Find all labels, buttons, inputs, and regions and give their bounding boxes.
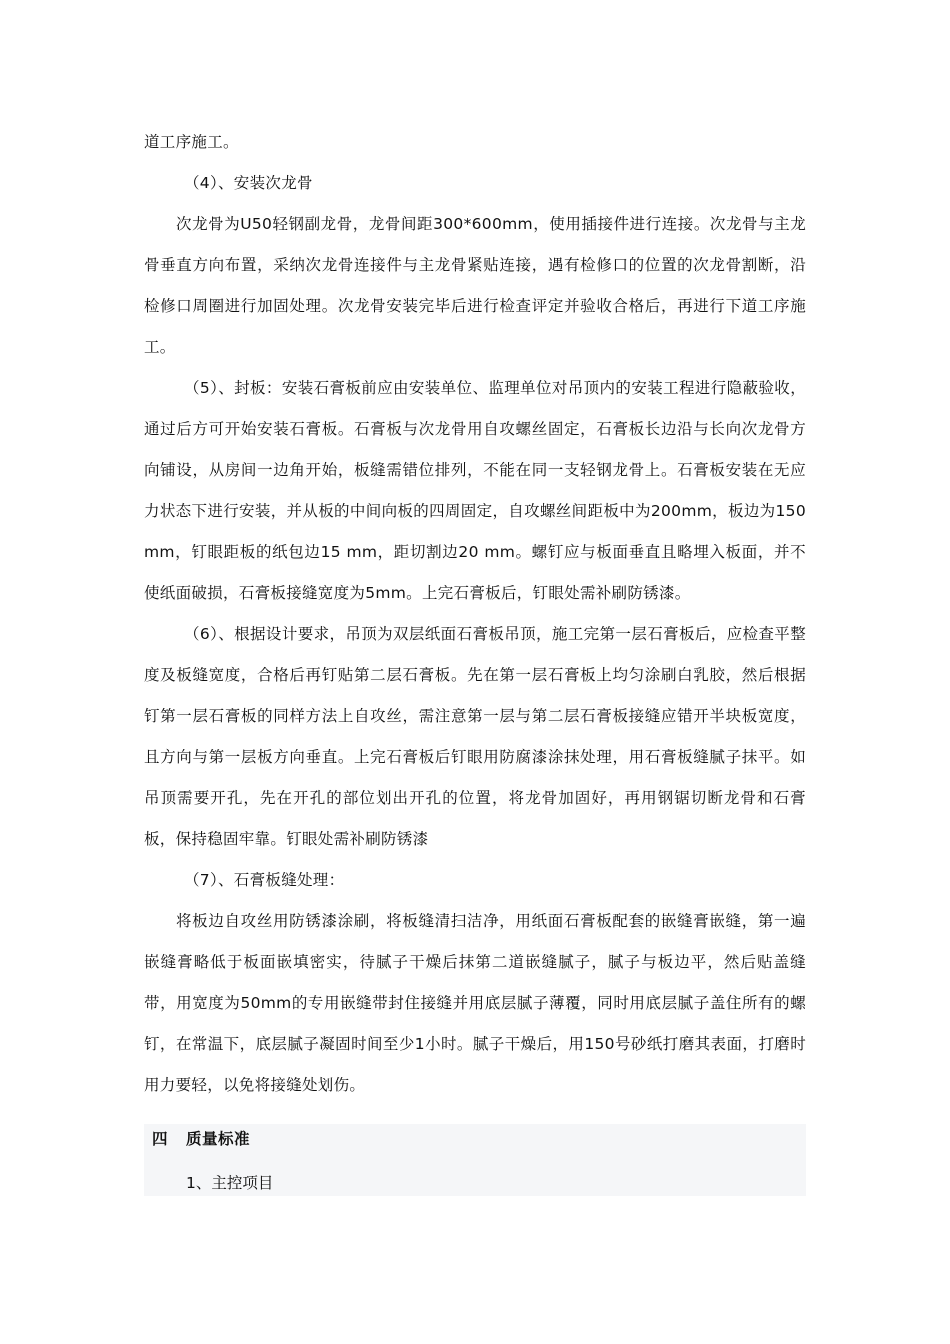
item-title-4: （4）、安装次龙骨 xyxy=(184,174,313,192)
paragraph-secondary-keel: 次龙骨为U50轻钢副龙骨，龙骨间距300*600mm，使用插接件进行连接。次龙骨与主龙骨垂直方向布置，采纳次龙骨连接件与主龙骨紧贴连接，遇有检修口的位置的次龙骨割断，沿检修口周圈进行加固处理。次龙骨安装完毕后进行检查评定并验收合格后，再进行下道工序施工。 xyxy=(144,215,806,356)
item-title-7: （7）、石膏板缝处理： xyxy=(184,871,345,889)
section-number: 四 xyxy=(152,1130,169,1148)
section-heading xyxy=(152,1124,250,1154)
section-title: 质量标准 xyxy=(186,1130,251,1148)
paragraph-continuation: 道工序施工。 xyxy=(144,133,239,151)
paragraph-seam-treatment: 将板边自攻丝用防锈漆涂刷，将板缝清扫洁净，用纸面石膏板配套的嵌缝膏嵌缝，第一遍嵌缝膏略低于板面嵌填密实，待腻子干燥后抹第二道嵌缝腻子，腻子与板边平，然后贴盖缝带，用宽度为50mm的专用嵌缝带封住接缝并用底层腻子薄覆，同时用底层腻子盖住所有的螺钉，在常温下，底层腻子凝固时间至少1小时。腻子干燥后，用150号砂纸打磨其表面，打磨时用力要轻，以免将接缝处划伤。 xyxy=(144,912,806,1094)
document-body xyxy=(144,122,806,1106)
quality-standard-section xyxy=(144,1124,806,1196)
paragraph-double-layer: （6）、根据设计要求，吊顶为双层纸面石膏板吊顶，施工完第一层石膏板后，应检查平整度及板缝宽度，合格后再钉贴第二层石膏板。先在第一层石膏板上均匀涂刷白乳胶，然后根据钉第一层石膏板的同样方法上自攻丝，需注意第一层与第二层石膏板接缝应错开半块板宽度，且方向与第一层板方向垂直。上完石膏板后钉眼用防腐漆涂抹处理，用石膏板缝腻子抹平。如吊顶需要开孔，先在开孔的部位划出开孔的位置，将龙骨加固好，再用钢锯切断龙骨和石膏板，保持稳固牢靠。钉眼处需补刷防锈漆 xyxy=(144,625,806,848)
sub-item-main-control: 1、主控项目 xyxy=(186,1174,274,1192)
paragraph-board-sealing: （5）、封板：安装石膏板前应由安装单位、监理单位对吊顶内的安装工程进行隐蔽验收，通过后方可开始安装石膏板。石膏板与次龙骨用自攻螺丝固定，石膏板长边沿与长向次龙骨方向铺设，从房间一边角开始，板缝需错位排列，不能在同一支轻钢龙骨上。石膏板安装在无应力状态下进行安装，并从板的中间向板的四周固定，自攻螺丝间距板中为200mm，板边为150 mm，钉眼距板的纸包边15 mm，距切割边20 mm。螺钉应与板面垂直且略埋入板面，并不使纸面破损，石膏板接缝宽度为5mm。上完石膏板后，钉眼处需补刷防锈漆。 xyxy=(144,379,806,602)
